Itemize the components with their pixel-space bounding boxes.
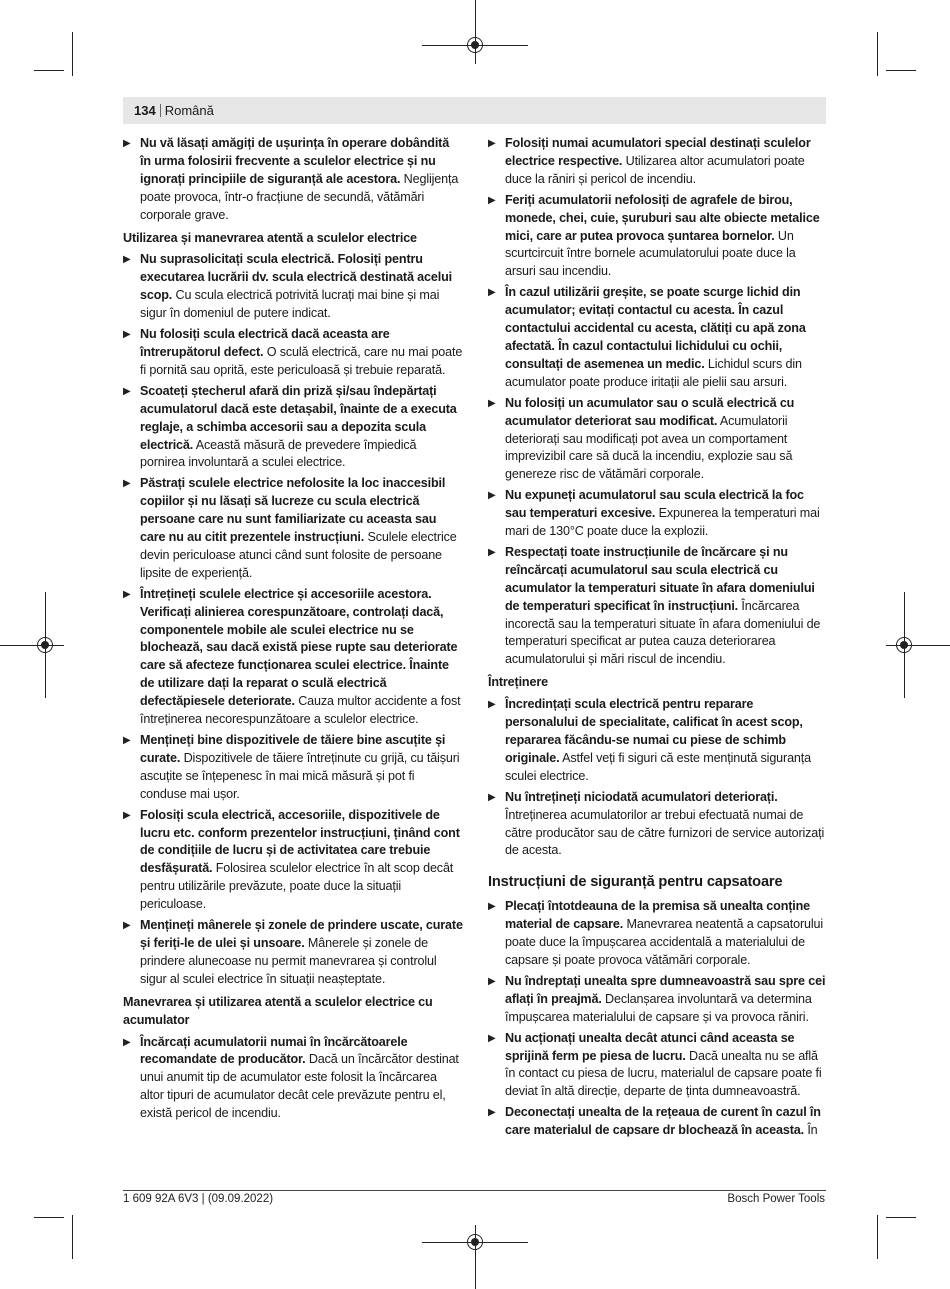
- item-bold: Nu vă lăsați amăgiți de ușurința în operare dobândită în urma folosirii frecvente a sculelor electrice și nu ignorați principiile de siguranță ale acestora.: [140, 136, 450, 186]
- crop-mark-top-left-h: [34, 70, 64, 71]
- bullet-icon: ▶: [123, 1036, 131, 1048]
- item-text: Sculele electrice devin periculoase atunci când sunt folosite de persoane lipsite de experiență.: [140, 530, 457, 580]
- safety-item: [123, 135, 463, 225]
- section-title: Instrucțiuni de siguranță pentru capsatoare: [488, 874, 783, 891]
- safety-item: [123, 326, 463, 380]
- item-text: Dispozitivele de tăiere întreținute cu grijă, cu tăișuri ascuțite se înțepenesc în mai mică măsură și pot fi conduse mai ușor.: [140, 750, 460, 801]
- left-column: [123, 135, 463, 1126]
- bullet-icon: ▶: [123, 809, 131, 821]
- subheading: Utilizarea și manevrarea atentă a sculelor electrice: [123, 230, 417, 245]
- item-text: Acumulatorii deteriorați sau modificați pot avea un comportament imprevizibil care să ducă la incendiu, explozie sau să genereze risc de vătămări corporale.: [505, 413, 793, 482]
- right-column: [488, 135, 828, 1143]
- item-bold: Întrețineți sculele electrice și accesoriile acestora. Verificați alinierea corespunzătoare, controlați dacă, componentele mobile ale sculei electrice nu se blochează, sau dacă există piese rupte sau deteriorate care să afecteze funcționarea sculei electrice. Înainte de utilizare dați la reparat o sculă electrică defectăpiesele deteriorate.: [140, 586, 458, 709]
- bullet-icon: ▶: [123, 385, 131, 397]
- safety-item: [488, 898, 828, 970]
- crop-mark-bottom-left-h: [34, 1217, 64, 1218]
- item-text: Întreținerea acumulatorilor ar trebui efectuată numai de către producător sau de către furnizori de service autorizați de acesta.: [505, 807, 825, 858]
- bullet-icon: ▶: [488, 1107, 496, 1119]
- bullet-icon: ▶: [488, 791, 496, 803]
- item-text: Cauza multor accidente a fost întreținerea necorespunzătoare a sculelor electrice.: [140, 694, 461, 727]
- safety-item: [123, 251, 463, 323]
- item-bold: Mențineți bine dispozitivele de tăiere bine ascuțite și curate.: [140, 733, 446, 765]
- item-text: Neglijența poate provoca, într-o fracțiune de secundă, vătămări corporale grave.: [140, 171, 459, 222]
- item-bold: Deconectați unealta de la rețeaua de curent în cazul în care materialul de capsare dr blochează în aceasta.: [505, 1105, 821, 1138]
- safety-item: [488, 1104, 828, 1140]
- bullet-icon: ▶: [488, 194, 496, 206]
- crop-mark-bottom-left: [72, 1215, 73, 1259]
- item-bold: Respectați toate instrucțiunile de încărcare și nu reîncărcați acumulatorul sau scula electrică cu acumulator la temperaturi situate în afara domeniului de temperaturi specificat în instrucțiuni.: [505, 544, 815, 613]
- bullet-icon: ▶: [123, 588, 131, 600]
- item-bold: Folosiți scula electrică, accesoriile, dispozitivele de lucru etc. conform prezentelor instrucțiuni, ținând cont de condițiile de lucru și de activitatea care trebuie desfășurată.: [140, 807, 460, 876]
- item-text: Cu scula electrică potrivită lucrați mai bine și mai sigur în domeniul de putere indicat.: [140, 288, 440, 321]
- safety-item: [123, 807, 463, 914]
- crop-mark-top-right: [877, 32, 878, 76]
- item-bold: Nu expuneți acumulatorul sau scula electrică la foc sau temperaturi excesive.: [505, 488, 804, 521]
- header-bar: [123, 97, 826, 124]
- item-bold: Nu folosiți un acumulator sau o sculă electrică cu acumulator deteriorat sau modificat.: [505, 395, 795, 428]
- item-bold: Folosiți numai acumulatori special destinați sculelor electrice respective.: [505, 136, 811, 168]
- item-bold: Nu suprasolicitați scula electrică. Folosiți pentru executarea lucrării dv. scula electrică destinată acelui scop.: [140, 252, 452, 303]
- item-text: În: [803, 1123, 818, 1138]
- footer-code: 1 609 92A 6V3 | (09.09.2022): [123, 1193, 274, 1205]
- item-bold: Mențineți mânerele și zonele de prindere uscate, curate și feriți-le de ulei și unsoare.: [140, 918, 463, 950]
- safety-item: [488, 135, 828, 189]
- page-header: [134, 103, 214, 118]
- crop-mark-top-right-h: [886, 70, 916, 71]
- bullet-icon: ▶: [488, 287, 496, 299]
- bullet-icon: ▶: [488, 397, 496, 409]
- registration-mark-top: [467, 37, 483, 53]
- registration-mark-right: [896, 637, 912, 653]
- item-bold: Plecați întotdeauna de la premisa să unealta conține material de capsare.: [505, 899, 811, 932]
- bullet-icon: ▶: [488, 546, 496, 558]
- footer-brand: Bosch Power Tools: [727, 1193, 825, 1205]
- registration-mark-bottom: [467, 1234, 483, 1250]
- item-bold: Nu îndreptați unealta spre dumneavoastră sau spre cei aflați în preajmă.: [505, 973, 826, 1006]
- bullet-icon: ▶: [123, 920, 131, 932]
- safety-item: [488, 192, 828, 282]
- crop-mark-bottom-right-h: [886, 1217, 916, 1218]
- safety-item: [123, 1034, 463, 1124]
- item-bold: Nu întrețineți niciodată acumulatori deteriorați.: [505, 789, 778, 804]
- footer-rule: [123, 1190, 826, 1191]
- safety-item: [488, 284, 828, 391]
- item-text: Astfel veți fi siguri că este menținută siguranța sculei electrice.: [505, 750, 811, 783]
- item-bold: Păstrați sculele electrice nefolosite la loc inaccesibil copiilor și nu lăsați să lucreze cu scula electrică persoane care nu sunt familiarizate cu aceasta sau care nu au citit prezentele instrucțiuni.: [140, 476, 446, 545]
- item-bold: Nu acționați unealta decât atunci când aceasta se sprijină ferm pe piesa de lucru.: [505, 1030, 795, 1063]
- bullet-icon: ▶: [488, 975, 496, 987]
- item-text: Utilizarea altor acumulatori poate duce la răniri și pericol de incendiu.: [505, 153, 805, 186]
- safety-item: [488, 487, 828, 541]
- item-text: Dacă un încărcător destinat unui anumit tip de acumulator este folosit la încărcarea altor tipuri de acumulator decât cele prevăzute pentru el, există pericol de incendiu.: [140, 1052, 459, 1121]
- safety-item: [488, 1030, 828, 1102]
- bullet-icon: ▶: [488, 490, 496, 502]
- crop-mark-bottom-right: [877, 1215, 878, 1259]
- bullet-icon: ▶: [488, 901, 496, 913]
- item-text: Un scurtcircuit între bornele acumulatorului poate duce la arsuri sau incendiu.: [505, 228, 796, 279]
- item-text: Folosirea sculelor electrice în alt scop decât pentru utilizările prevăzute, poate duce la situații periculoase.: [140, 861, 454, 912]
- item-bold: Feriți acumulatorii nefolosiți de agrafele de birou, monede, chei, cuie, șuruburi sau alte obiecte metalice mici, care ar putea provoca șuntarea bornelor.: [505, 192, 820, 243]
- registration-line-left-h: [0, 645, 64, 646]
- bullet-icon: ▶: [123, 735, 131, 746]
- safety-item: [123, 917, 463, 989]
- item-text: Încărcarea incorectă sau la temperaturi situate în afara domeniului de temperaturi specificat ar putea cauza deteriorarea acumulatorului și mări riscul de incendiu.: [505, 598, 821, 667]
- bullet-icon: ▶: [488, 699, 496, 711]
- safety-item: [488, 544, 828, 669]
- safety-item: [123, 586, 463, 729]
- bullet-icon: ▶: [123, 329, 131, 341]
- item-text: Dacă unealta nu se află în contact cu piesa de lucru, materialul de capsare poate fi deviat în altă direcție, departe de ținta dumneavoastră.: [505, 1048, 822, 1099]
- item-text: Mânerele și zonele de prindere alunecoase nu permit manevrarea și controlul sigur al sculei electrice în situații neașteptate.: [140, 935, 437, 986]
- registration-line-top-v: [475, 0, 476, 64]
- item-text: Manevrarea neatentă a capsatorului poate duce la împușcarea accidentală a materialului de capsare și poate provoca vătămări corporale.: [505, 917, 824, 967]
- bullet-icon: ▶: [488, 1032, 496, 1044]
- subheading: Întreținere: [488, 675, 548, 690]
- safety-item: [123, 383, 463, 473]
- crop-mark-top-left: [72, 32, 73, 76]
- page-language: Română: [164, 103, 214, 118]
- registration-mark-left: [37, 637, 53, 653]
- item-bold: Scoateți ștecherul afară din priză și/sau îndepărtați acumulatorul dacă este detașabil, înainte de a executa reglaje, a schimba accesorii sau a depozita scula electrică.: [140, 383, 457, 452]
- item-bold: Încărcați acumulatorii numai în încărcătoarele recomandate de producător.: [140, 1034, 408, 1067]
- safety-item: [123, 475, 463, 582]
- item-text: Declanșarea involuntară va determina împușcarea materialului de capsare și va provoca răniri.: [505, 991, 812, 1024]
- safety-item: [123, 732, 463, 804]
- subheading: Manevrarea și utilizarea atentă a sculelor electrice cu acumulator: [123, 994, 433, 1027]
- item-text: O sculă electrică, care nu mai poate fi pornită sau oprită, este periculoasă și trebuie reparată.: [140, 344, 463, 377]
- bullet-icon: ▶: [123, 254, 131, 266]
- safety-item: [488, 789, 828, 861]
- bullet-icon: ▶: [123, 138, 131, 149]
- bullet-icon: ▶: [488, 138, 496, 149]
- item-bold: În cazul utilizării greșite, se poate scurge lichid din acumulator; evitați contactul cu acesta. În cazul contactului accidental cu acesta, clătiți cu apă zona afectată. În cazul contactului lichidului cu ochii, consultați de asemenea un medic.: [505, 285, 806, 371]
- item-bold: Nu folosiți scula electrică dacă aceasta are întrerupătorul defect.: [140, 327, 390, 359]
- item-bold: Încredințați scula electrică pentru reparare personalului de specialitate, calificat în acest scop, repararea făcându-se numai cu piese de schimb originale.: [505, 697, 803, 765]
- safety-item: [488, 395, 828, 485]
- header-separator: [160, 104, 161, 117]
- item-text: Expunerea la temperaturi mai mari de 130°C poate duce la explozii.: [505, 506, 820, 539]
- safety-item: [488, 696, 828, 786]
- safety-item: [488, 973, 828, 1027]
- bullet-icon: ▶: [123, 478, 131, 490]
- item-text: Această măsură de prevedere împiedică pornirea involuntară a sculei electrice.: [140, 437, 417, 470]
- item-text: Lichidul scurs din acumulator poate produce iritații ale pielii sau arsuri.: [505, 356, 802, 389]
- page-number: 134: [134, 103, 156, 118]
